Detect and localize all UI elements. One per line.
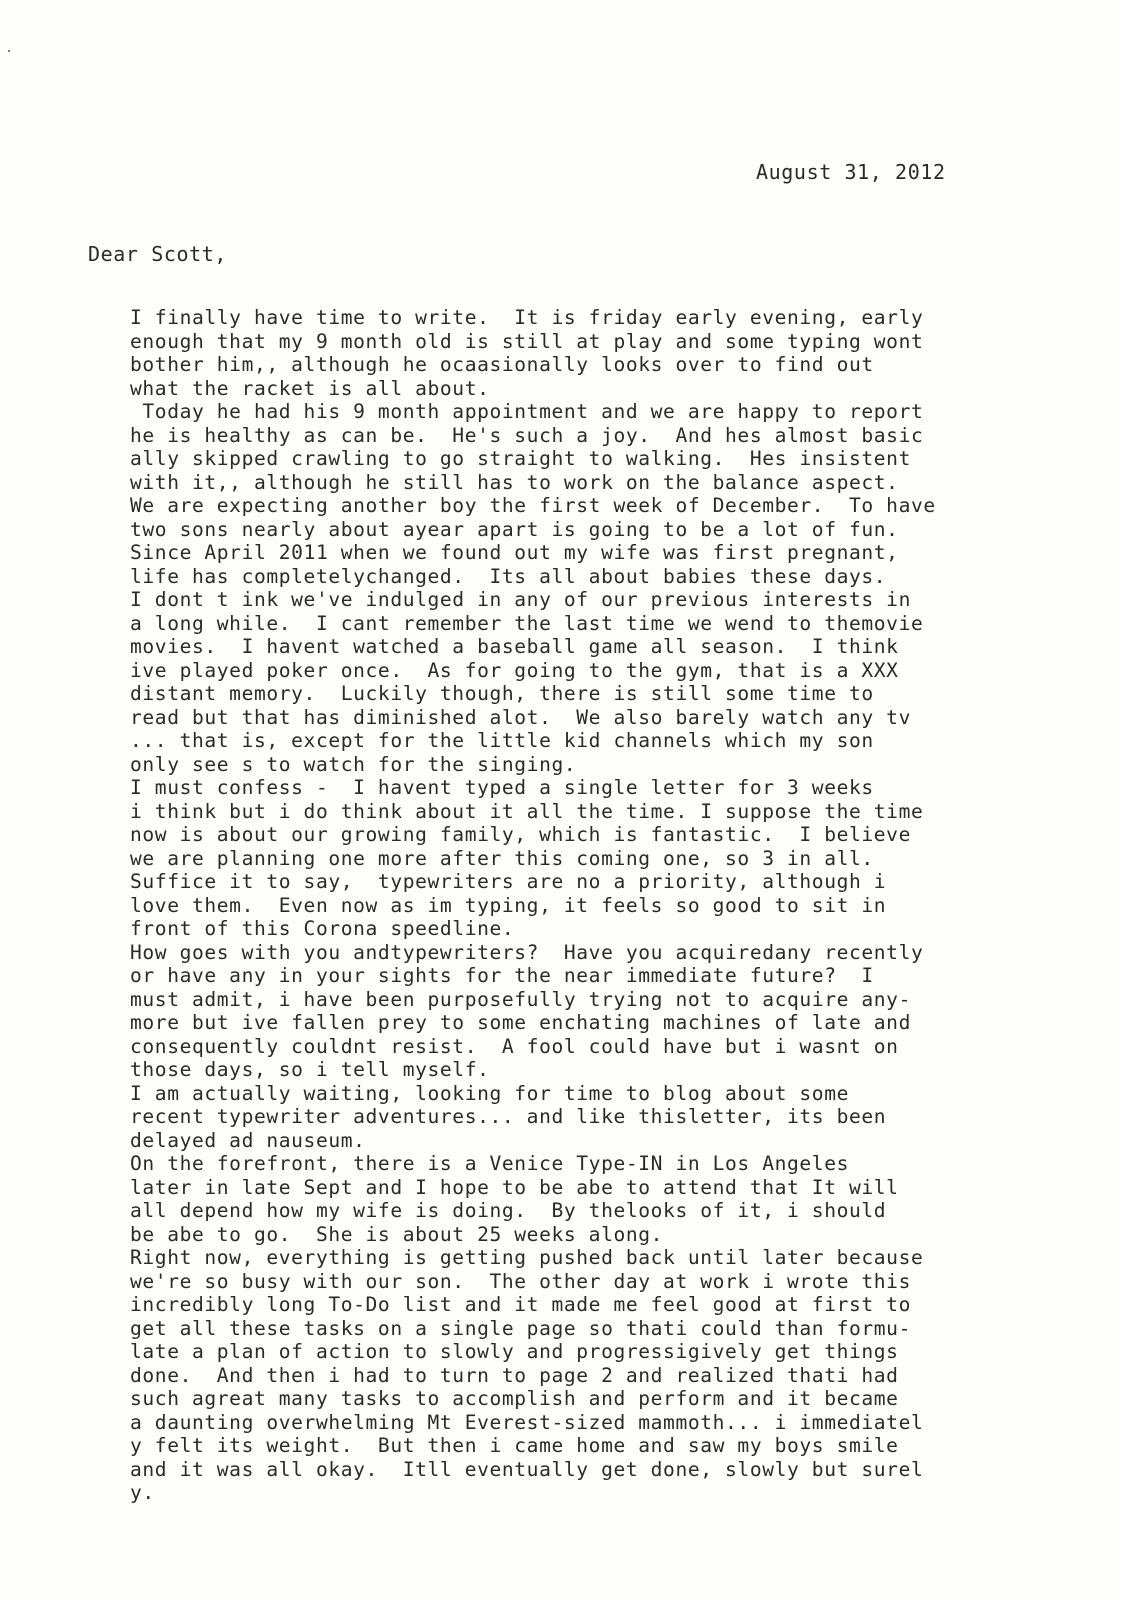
letter-line: with it,, although he still has to work on the balance aspect. xyxy=(130,470,899,494)
letter-line: On the forefront, there is a Venice Type-IN in Los Angeles xyxy=(130,1152,849,1175)
letter-line: be abe to go. She is about 25 weeks along. xyxy=(130,1222,664,1246)
letter-line: ... that is, except for the little kid channels which my son xyxy=(130,729,874,752)
letter-line: Right now, everything is getting pushed back until later because xyxy=(130,1246,924,1269)
letter-line: must admit, i have been purposefully trying not to acquire any- xyxy=(130,987,911,1011)
letter-line: or have any in your sights for the near immediate future? I xyxy=(130,964,874,987)
letter-line: those days, so i tell myself. xyxy=(130,1058,490,1081)
letter-line: all depend how my wife is doing. By thelooks of it, i should xyxy=(130,1199,887,1222)
letter-line: recent typewriter adventures... and like thisletter, its been xyxy=(130,1105,887,1128)
letter-line: such agreat many tasks to accomplish and perform and it became xyxy=(130,1387,899,1410)
letter-line: we are planning one more after this coming one, so 3 in all. xyxy=(130,846,874,870)
letter-line: Suffice it to say, typewriters are no a priority, although i xyxy=(130,870,887,893)
letter-line: I must confess - I havent typed a single letter for 3 weeks xyxy=(130,776,874,799)
letter-line: Since April 2011 when we found out my wife was first pregnant, xyxy=(130,541,899,564)
letter-line: distant memory. Luckily though, there is still some time to xyxy=(130,682,874,705)
letter-line: We are expecting another boy the first week of December. To have xyxy=(130,494,936,517)
letter-line: love them. Even now as im typing, it feels so good to sit in xyxy=(130,893,887,917)
letter-line: done. And then i had to turn to page 2 and realized thati had xyxy=(130,1363,899,1387)
letter-line: movies. I havent watched a baseball game all season. I think xyxy=(130,635,899,658)
letter-line: only see s to watch for the singing. xyxy=(130,752,577,776)
letter-line: Today he had his 9 month appointment and we are happy to report xyxy=(130,400,924,423)
letter-line: now is about our growing family, which is fantastic. I believe xyxy=(130,823,911,846)
letter-line: I am actually waiting, looking for time to blog about some xyxy=(130,1081,849,1105)
letter-line: consequently couldnt resist. A fool could have but i wasnt on xyxy=(130,1034,899,1058)
letter-line: more but ive fallen prey to some enchating machines of late and xyxy=(130,1011,911,1034)
letter-body xyxy=(130,306,1030,1505)
letter-line: How goes with you andtypewriters? Have you acquiredany recently xyxy=(130,940,924,964)
letter-line: ive played poker once. As for going to the gym, that is a XXX xyxy=(130,658,899,682)
letter-line: we're so busy with our son. The other day at work i wrote this xyxy=(130,1269,911,1293)
letter-line: two sons nearly about ayear apart is going to be a lot of fun. xyxy=(130,517,899,541)
letter-date: August 31, 2012 xyxy=(756,160,946,184)
letter-line: a long while. I cant remember the last time we wend to themovie xyxy=(130,611,924,635)
paper-speck xyxy=(8,50,10,52)
letter-line: a daunting overwhelming Mt Everest-sized mammoth... i immediatel xyxy=(130,1410,924,1434)
letter-line: get all these tasks on a single page so thati could than formu- xyxy=(130,1316,911,1340)
letter-line: and it was all okay. Itll eventually get done, slowly but surel xyxy=(130,1457,924,1481)
letter-line: later in late Sept and I hope to be abe to attend that It will xyxy=(130,1175,899,1199)
letter-line: front of this Corona speedline. xyxy=(130,917,515,940)
letter-line: y. xyxy=(130,1481,155,1504)
letter-line: I dont t ink we've indulged in any of our previous interests in xyxy=(130,588,911,611)
letter-salutation: Dear Scott, xyxy=(88,242,228,266)
letter-line: i think but i do think about it all the time. I suppose the time xyxy=(130,799,924,823)
letter-line: read but that has diminished alot. We also barely watch any tv xyxy=(130,705,911,729)
letter-line: ally skipped crawling to go straight to walking. Hes insistent xyxy=(130,447,911,470)
letter-line: delayed ad nauseum. xyxy=(130,1128,366,1152)
letter-line: late a plan of action to slowly and progressigively get things xyxy=(130,1340,899,1363)
letter-line: bother him,, although he ocaasionally looks over to find out xyxy=(130,353,874,376)
letter-line: enough that my 9 month old is still at play and some typing wont xyxy=(130,329,924,353)
letter-line: incredibly long To-Do list and it made me feel good at first to xyxy=(130,1293,911,1316)
letter-line: I finally have time to write. It is friday early evening, early xyxy=(130,306,924,329)
letter-line: he is healthy as can be. He's such a joy. And hes almost basic xyxy=(130,423,924,447)
letter-line: what the racket is all about. xyxy=(130,376,490,400)
letter-line: life has completelychanged. Its all about babies these days. xyxy=(130,564,887,588)
letter-line: y felt its weight. But then i came home and saw my boys smile xyxy=(130,1434,899,1457)
